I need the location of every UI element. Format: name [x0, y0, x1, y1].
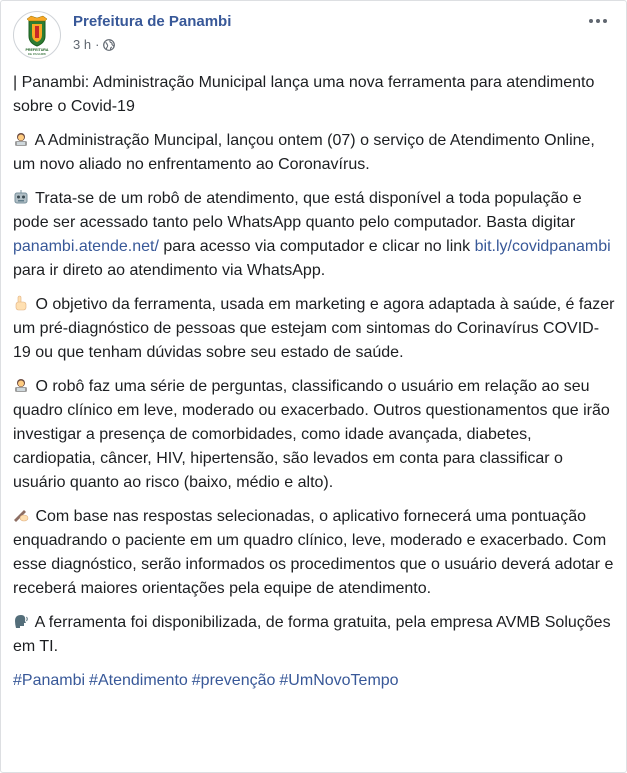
post-text: | Panambi: Administração Municipal lança uma nova ferramenta para atendimento sobre o Covid-19 — [13, 74, 595, 115]
post-text: Com base nas respostas selecionadas, o aplicativo fornecerá uma pontuação enquadrando o paciente em um quadro clínico, leve, moderado e exacerbado. Com esse diagnóstico, serão informados os procedimentos que o usuário deverá adotar e receberá maiores orientações pela equipe de atendimento. — [13, 508, 614, 597]
svg-text:DE PANAMBI: DE PANAMBI — [27, 52, 47, 56]
page-name-link[interactable]: Prefeitura de Panambi — [73, 13, 232, 30]
page-avatar[interactable] — [13, 11, 61, 59]
robot-icon — [13, 189, 29, 205]
globe-icon[interactable] — [103, 39, 115, 51]
post-paragraph — [13, 375, 615, 495]
post-paragraph — [13, 71, 615, 119]
writing-hand-icon — [13, 507, 29, 523]
post-text: A Administração Muncipal, lançou ontem (07) o serviço de Atendimento Online, um novo aliado no enfrentamento ao Coronavírus. — [13, 132, 595, 173]
hashtag-link[interactable]: #UmNovoTempo — [279, 672, 399, 689]
post-text: O robô faz uma série de perguntas, classificando o usuário em relação ao seu quadro clínico em leve, moderado ou exacerbado. Outros questionamentos que irão investigar a presença de comorbidades, como idade avançada, diabetes, cardiopatia, câncer, HIV, hipertensão, são levados em conta para classificar o usuário quanto ao risco (baixo, médio e alto). — [13, 378, 610, 491]
hashtag-list — [13, 669, 615, 693]
atende-url-link[interactable]: panambi.atende.net/ — [13, 238, 159, 255]
post-paragraph — [13, 129, 615, 177]
post-text: Trata-se de um robô de atendimento, que está disponível a toda população e pode ser acessado tanto pelo WhatsApp quanto pelo computador. Basta digitar — [13, 190, 582, 231]
post-body — [13, 71, 615, 703]
speaking-head-icon — [13, 613, 29, 629]
post-text: para ir direto ao atendimento via WhatsApp. — [13, 262, 326, 279]
hashtag-link[interactable]: #Atendimento — [89, 672, 188, 689]
woman-technologist-icon — [13, 377, 29, 393]
svg-text:PREFEITURA: PREFEITURA — [25, 48, 49, 52]
hashtag-link[interactable]: #prevenção — [191, 672, 276, 689]
meta-separator: · — [95, 37, 100, 52]
post-text: A ferramenta foi disponibilizada, de forma gratuita, pela empresa AVMB Soluções em TI. — [13, 614, 611, 655]
post-paragraph — [13, 611, 615, 659]
post-header — [13, 11, 613, 61]
hashtag-link[interactable]: #Panambi — [13, 672, 86, 689]
post-paragraph — [13, 187, 615, 283]
pointing-hand-icon — [13, 295, 29, 311]
post-text: para acesso via computador e clicar no link — [158, 238, 475, 255]
more-options-icon[interactable] — [583, 11, 613, 31]
post-text: O objetivo da ferramenta, usada em marketing e agora adaptada à saúde, é fazer um pré-diagnóstico de pessoas que estejam com sintomas do Corinavírus COVID-19 ou que tenham dúvidas sobre seu estado de saúde. — [13, 296, 615, 361]
post-paragraph — [13, 505, 615, 601]
post-meta — [73, 37, 115, 52]
bitly-covid-link[interactable]: bit.ly/covidpanambi — [474, 238, 611, 255]
coat-of-arms-logo — [14, 12, 60, 58]
post-timestamp[interactable]: 3 h — [73, 37, 92, 52]
woman-technologist-icon — [13, 131, 29, 147]
post-paragraph — [13, 293, 615, 365]
